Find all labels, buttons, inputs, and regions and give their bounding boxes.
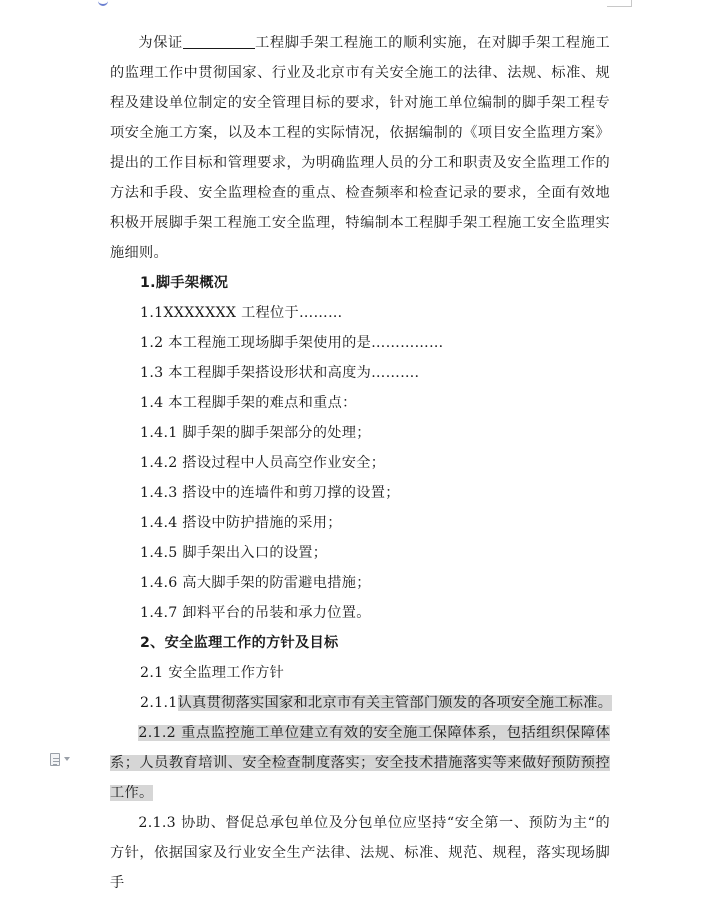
highlighted-text: 2.1.2 重点监控施工单位建立有效的安全施工保障体系，包括组织保障体系；人员教育培训、安全检查制度落实；安全技术措施落实等来做好预防预控工作。 [110, 725, 610, 801]
section1-item-1: 1.1XXXXXXX 工程位于……… [140, 305, 343, 321]
section1-item-2: 1.2 本工程施工现场脚手架使用的是…………… [140, 335, 444, 351]
chevron-down-icon [64, 757, 70, 761]
section2-sub-heading: 2.1 安全监理工作方针 [140, 665, 285, 681]
section2-item-1: 2.1.1认真贯彻落实国家和北京市有关主管部门颁发的各项安全施工标准。 [140, 695, 613, 711]
section1-item-4-6: 1.4.6 高大脚手架的防雷避电措施； [140, 575, 371, 591]
section2-heading: 2、安全监理工作的方针及目标 [140, 635, 339, 651]
section2-item-2 [110, 718, 610, 808]
section1-item-4-3: 1.4.3 搭设中的连墙件和剪刀撑的设置； [140, 485, 400, 501]
document-icon [50, 753, 60, 766]
document-body[interactable] [110, 28, 613, 898]
highlighted-text: 认真贯彻落实国家和北京市有关主管部门颁发的各项安全施工标准。 [177, 695, 613, 711]
section1-item-4-1: 1.4.1 脚手架的脚手架部分的处理； [140, 425, 371, 441]
page-top-marker [98, 0, 108, 6]
blank-project-name [183, 32, 255, 49]
section1-heading: 1.脚手架概况 [140, 275, 229, 291]
section1-item-4-2: 1.4.2 搭设过程中人员高空作业安全； [140, 455, 386, 471]
section1-item-4-4: 1.4.4 搭设中防护措施的采用； [140, 515, 342, 531]
section1-item-4-5: 1.4.5 脚手架出入口的设置； [140, 545, 328, 561]
section2-item-3: 2.1.3 协助、督促总承包单位及分包单位应坚持“安全第一、预防为主“的方针，依据国家及行业安全生产法律、法规、标准、规范、规程，落实现场脚手 [110, 815, 610, 891]
section1-item-3: 1.3 本工程脚手架搭设形状和高度为………. [140, 365, 420, 381]
paragraph-options-button[interactable] [50, 752, 76, 766]
intro-paragraph: 为保证 工程脚手架工程施工的顺利实施，在对脚手架工程施工的监理工作中贯彻国家、行业及北京市有关安全施工的法律、法规、标准、规程及建设单位制定的安全管理目标的要求，针对施工单位编制的脚手架工程专项安全施工方案，以及本工程的实际情况，依据编制的《项目安全监理方案》提出的工作目标和管理要求，为明确监理人员的分工和职责及安全监理工作的方法和手段、安全监理检查的重点、检查频率和检查记录的要求，全面有效地积极开展脚手架工程施工安全监理，特编制本工程脚手架工程施工安全监理实施细则。 [110, 28, 610, 268]
page-margin-corner-mark [607, 0, 632, 7]
section1-item-4: 1.4 本工程脚手架的难点和重点： [140, 395, 357, 411]
section1-item-4-7: 1.4.7 卸料平台的吊装和承力位置。 [140, 605, 371, 621]
